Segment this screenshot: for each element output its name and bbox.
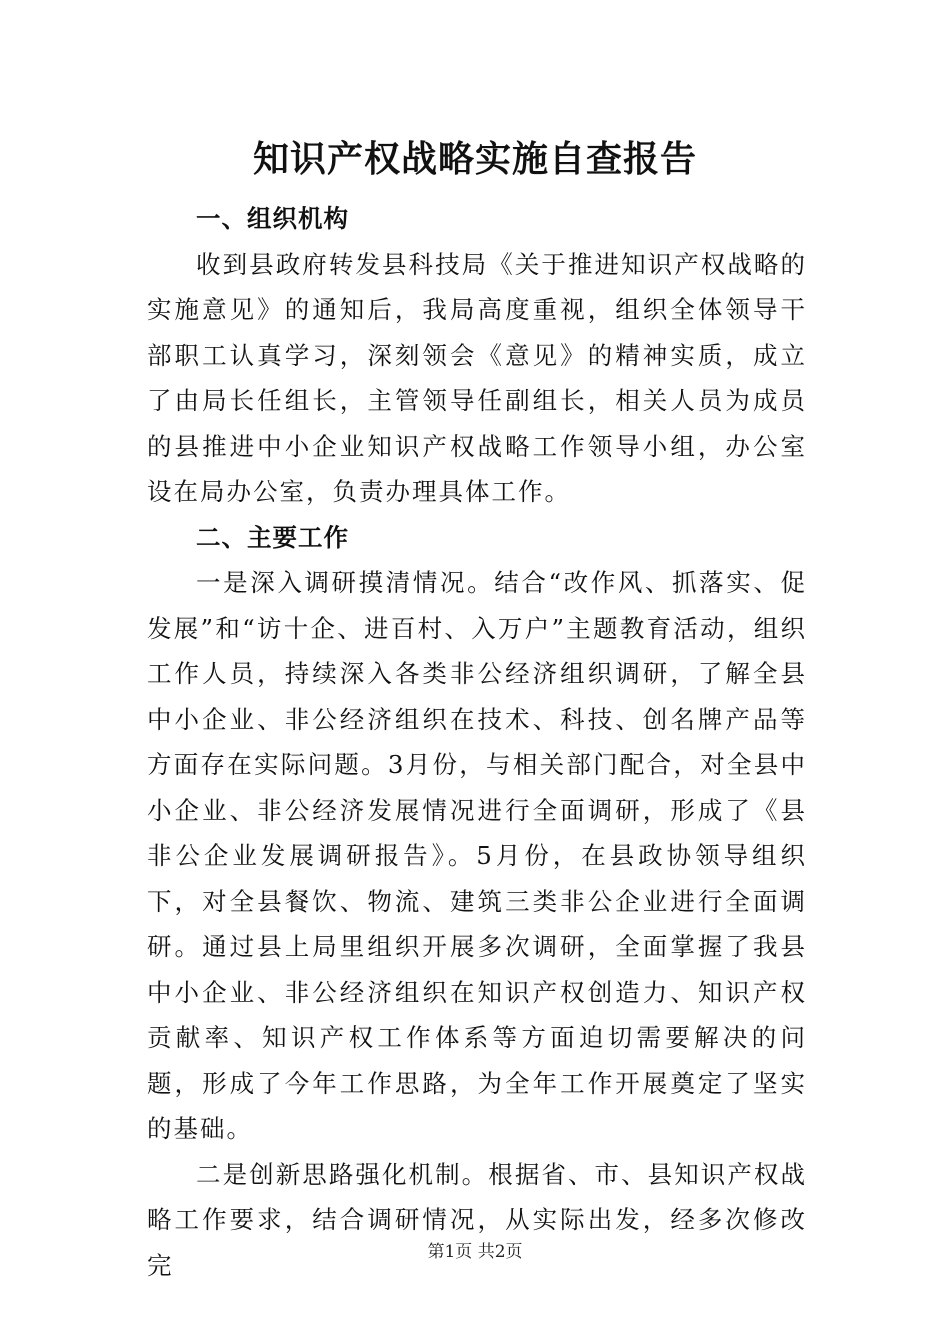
document-body: [147, 196, 807, 1288]
paragraph-innovation: 二是创新思路强化机制。根据省、市、县知识产权战略工作要求，结合调研情况，从实际出发，经多次修改完: [147, 1159, 807, 1280]
section-heading-main-work: 二、主要工作: [196, 522, 349, 552]
section-heading-organization: 一、组织机构: [196, 204, 349, 233]
document-title: 知识产权战略实施自查报告: [252, 138, 697, 180]
page-number-footer: 第1页 共2页: [427, 1242, 523, 1262]
paragraph-organization: 收到县政府转发县科技局《关于推进知识产权战略的实施意见》的通知后，我局高度重视，组织全体领导干部职工认真学习，深刻领会《意见》的精神实质，成立了由局长任组长，主管领导任副组长，相关人员为成员的县推进中小企业知识产权战略工作领导小组，办公室设在局办公室，负责办理具体工作。: [147, 249, 807, 506]
paragraph-research: 一是深入调研摸清情况。结合“改作风、抓落实、促发展”和“访十企、进百村、入万户”主题教育活动，组织工作人员，持续深入各类非公经济组织调研，了解全县中小企业、非公经济组织在技术、科技、创名牌产品等方面存在实际问题。3月份，与相关部门配合，对全县中小企业、非公经济发展情况进行全面调研，形成了《县非公企业发展调研报告》。5月份，在县政协领导组织下，对全县餐饮、物流、建筑三类非公企业进行全面调研。通过县上局里组织开展多次调研，全面掌握了我县中小企业、非公经济组织在知识产权创造力、知识产权贡献率、知识产权工作体系等方面迫切需要解决的问题，形成了今年工作思路，为全年工作开展奠定了坚实的基础。: [147, 568, 807, 1143]
